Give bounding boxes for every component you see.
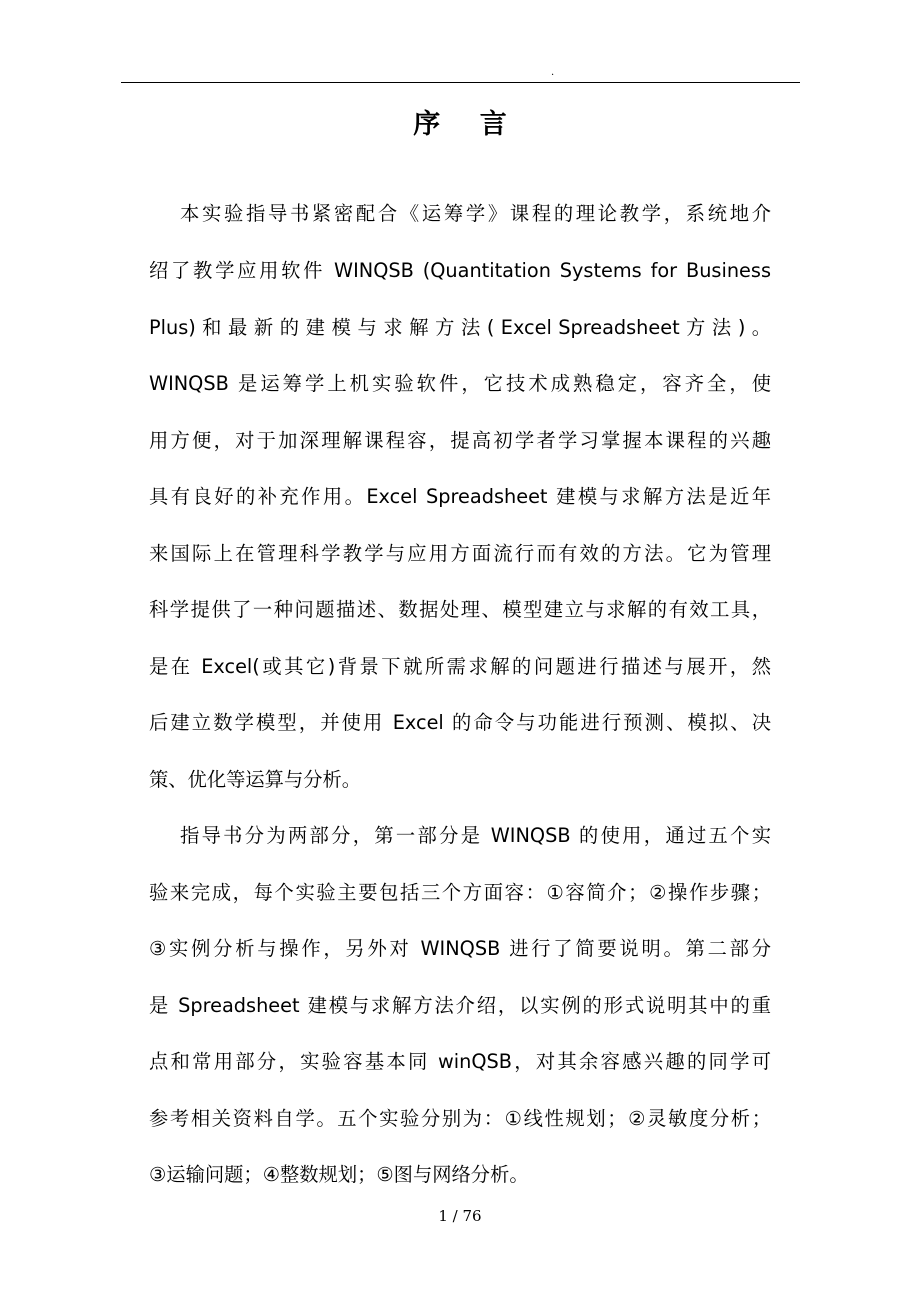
paragraph-1-line-2: 绍了教学应用软件 WINQSB (Quantitation Systems for Business xyxy=(149,259,771,282)
paragraph-2-line-1: 指导书分为两部分，第一部分是 WINQSB 的使用，通过五个实 xyxy=(180,824,771,847)
paragraph-1-line-7: 来国际上在管理科学教学与应用方面流行而有效的方法。它为管理 xyxy=(149,542,771,565)
paragraph-2-line-5: 点和常用部分，实验容基本同 winQSB，对其余容感兴趣的同学可 xyxy=(149,1050,771,1073)
paragraph-2-line-2: 验来完成，每个实验主要包括三个方面容：①容简介；②操作步骤； xyxy=(149,881,771,904)
paragraph-2-line-3: ③实例分析与操作，另外对 WINQSB 进行了简要说明。第二部分 xyxy=(149,937,771,960)
paragraph-1-line-6: 具有良好的补充作用。Excel Spreadsheet 建模与求解方法是近年 xyxy=(149,485,771,508)
paragraph-2-line-4: 是 Spreadsheet 建模与求解方法介绍，以实例的形式说明其中的重 xyxy=(149,994,771,1017)
paragraph-2-line-7: ③运输问题；④整数规划；⑤图与网络分析。 xyxy=(149,1163,529,1186)
page-title: 序 言 xyxy=(413,109,522,140)
paragraph-1-line-11: 策、优化等运算与分析。 xyxy=(149,768,362,791)
header-dot: . xyxy=(551,67,555,78)
paragraph-1-line-4: WINQSB 是运筹学上机实验软件，它技术成熟稳定，容齐全，使 xyxy=(149,372,771,395)
paragraph-1-line-8: 科学提供了一种问题描述、数据处理、模型建立与求解的有效工具， xyxy=(149,598,771,621)
paragraph-1-line-10: 后建立数学模型，并使用 Excel 的命令与功能进行预测、模拟、决 xyxy=(149,711,771,734)
header-rule xyxy=(121,82,800,83)
paragraph-1-line-9: 是在 Excel(或其它)背景下就所需求解的问题进行描述与展开，然 xyxy=(149,655,771,678)
paragraph-1-line-1: 本实验指导书紧密配合《运筹学》课程的理论教学，系统地介 xyxy=(180,202,771,225)
page-number: 1 / 76 xyxy=(438,1207,482,1225)
paragraph-2-line-6: 参考相关资料自学。五个实验分别为：①线性规划；②灵敏度分析； xyxy=(149,1107,771,1130)
paragraph-1-line-5: 用方便，对于加深理解课程容，提高初学者学习掌握本课程的兴趣 xyxy=(149,429,771,452)
paragraph-1-line-3: Plus) 和 最 新 的 建 模 与 求 解 方 法 ( Excel Spreadsheet 方 法 ) 。 xyxy=(149,316,771,339)
